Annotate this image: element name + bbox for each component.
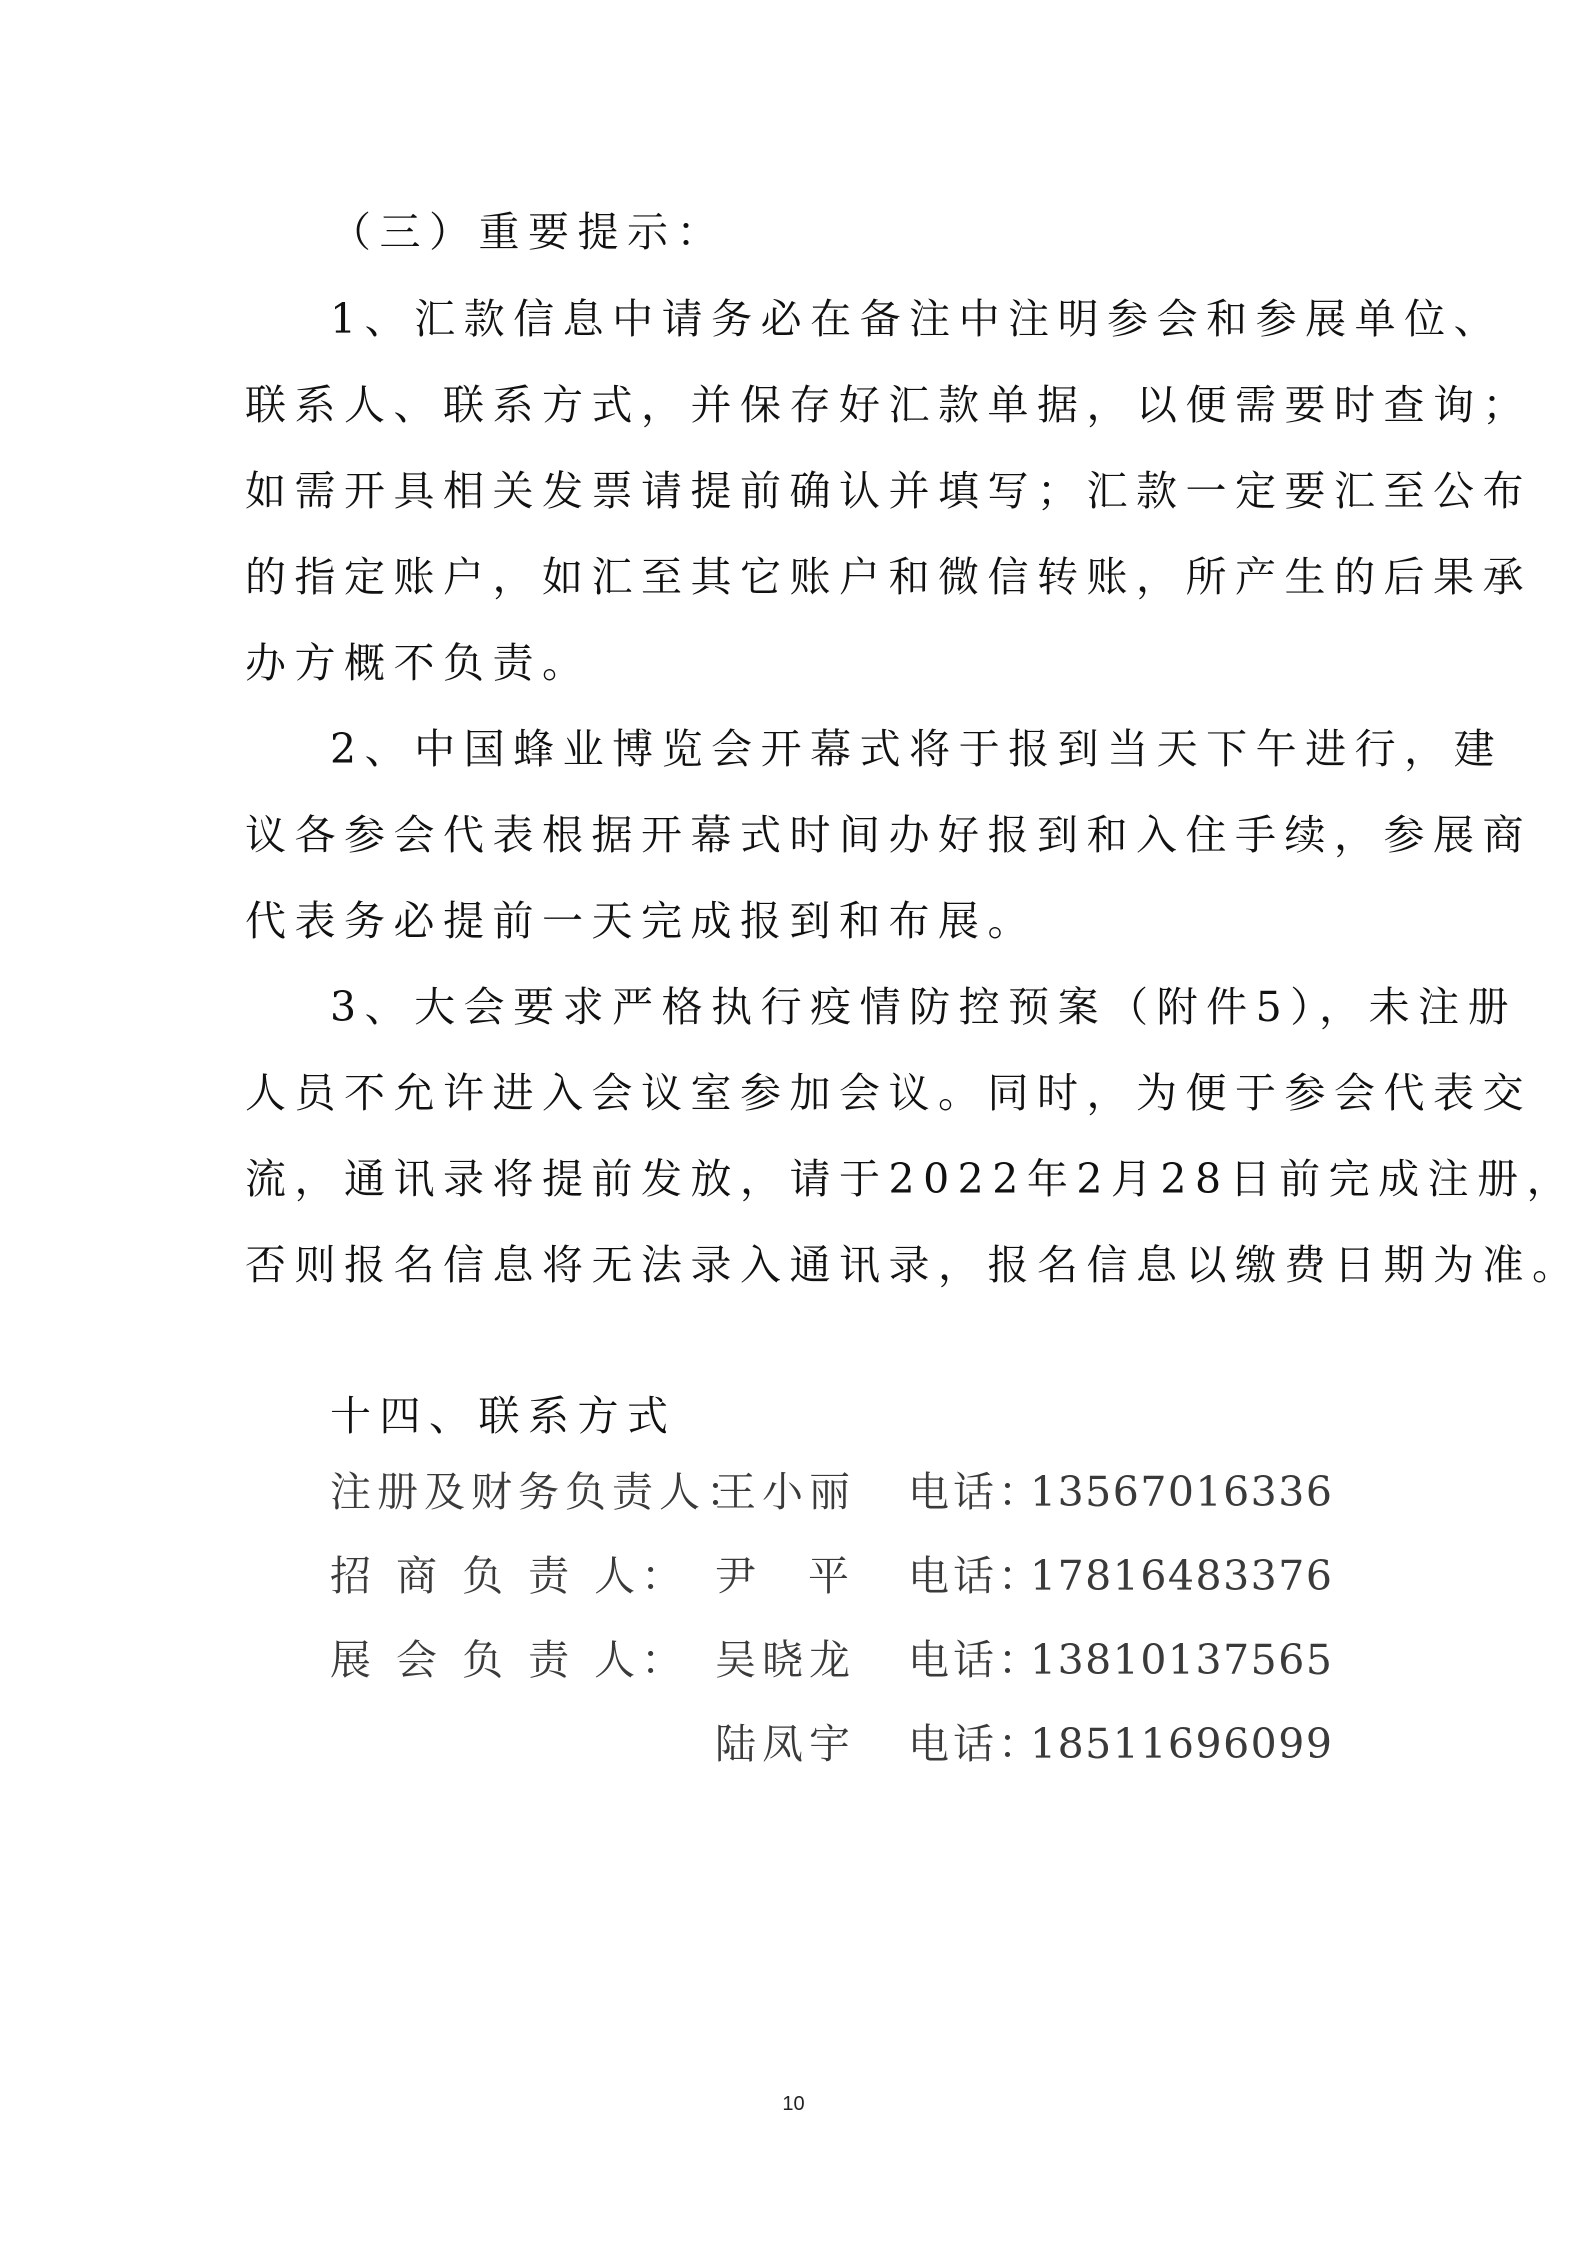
contact-row xyxy=(330,1468,1334,1516)
contact-role: 招 商 负 责 人： xyxy=(330,1552,689,1600)
contact-role: 展 会 负 责 人： xyxy=(330,1636,689,1684)
paragraph-line: 否则报名信息将无法录入通讯录，报名信息以缴费日期为准。 xyxy=(245,1241,1582,1289)
contact-row xyxy=(330,1720,1334,1768)
phone-label: 电话： xyxy=(908,1720,1043,1768)
contact-name: 吴晓龙 xyxy=(715,1636,856,1684)
contact-heading: 十四、联系方式 xyxy=(330,1392,677,1440)
paragraph-line: 联系人、联系方式，并保存好汇款单据，以便需要时查询； xyxy=(245,381,1532,429)
paragraph-line: 流，通讯录将提前发放，请于2022年2月28日前完成注册， xyxy=(245,1155,1577,1203)
contact-name: 尹平 xyxy=(715,1552,901,1600)
paragraph-line: 2、中国蜂业博览会开幕式将于报到当天下午进行，建 xyxy=(330,725,1504,773)
contact-row xyxy=(330,1636,1334,1684)
phone-number: 13567016336 xyxy=(1030,1468,1334,1516)
contact-role: 注册及财务负责人： xyxy=(330,1468,753,1516)
page-number: 10 xyxy=(782,2093,805,2115)
paragraph-line: 办方概不负责。 xyxy=(245,639,592,687)
phone-number: 17816483376 xyxy=(1030,1552,1334,1600)
paragraph-line: 人员不允许进入会议室参加会议。同时，为便于参会代表交 xyxy=(245,1069,1532,1117)
contact-name: 王小丽 xyxy=(715,1468,856,1516)
paragraph-line: 议各参会代表根据开幕式时间办好报到和入住手续，参展商 xyxy=(245,811,1532,859)
phone-label: 电话： xyxy=(908,1552,1043,1600)
paragraph-line: 的指定账户，如汇至其它账户和微信转账，所产生的后果承 xyxy=(245,553,1532,601)
phone-label: 电话： xyxy=(908,1636,1043,1684)
contact-name: 陆凤宇 xyxy=(715,1720,856,1768)
paragraph-line: 代表务必提前一天完成报到和布展。 xyxy=(245,897,1037,945)
section-title: （三）重要提示： xyxy=(330,208,726,256)
paragraph-line: 如需开具相关发票请提前确认并填写；汇款一定要汇至公布 xyxy=(245,467,1532,515)
paragraph-line: 3、大会要求严格执行疫情防控预案（附件5），未注册 xyxy=(330,983,1518,1031)
contact-row xyxy=(330,1552,1334,1600)
paragraph-line: 1、汇款信息中请务必在备注中注明参会和参展单位、 xyxy=(330,295,1504,343)
phone-number: 18511696099 xyxy=(1030,1720,1334,1768)
phone-number: 13810137565 xyxy=(1030,1636,1334,1684)
phone-label: 电话： xyxy=(908,1468,1043,1516)
